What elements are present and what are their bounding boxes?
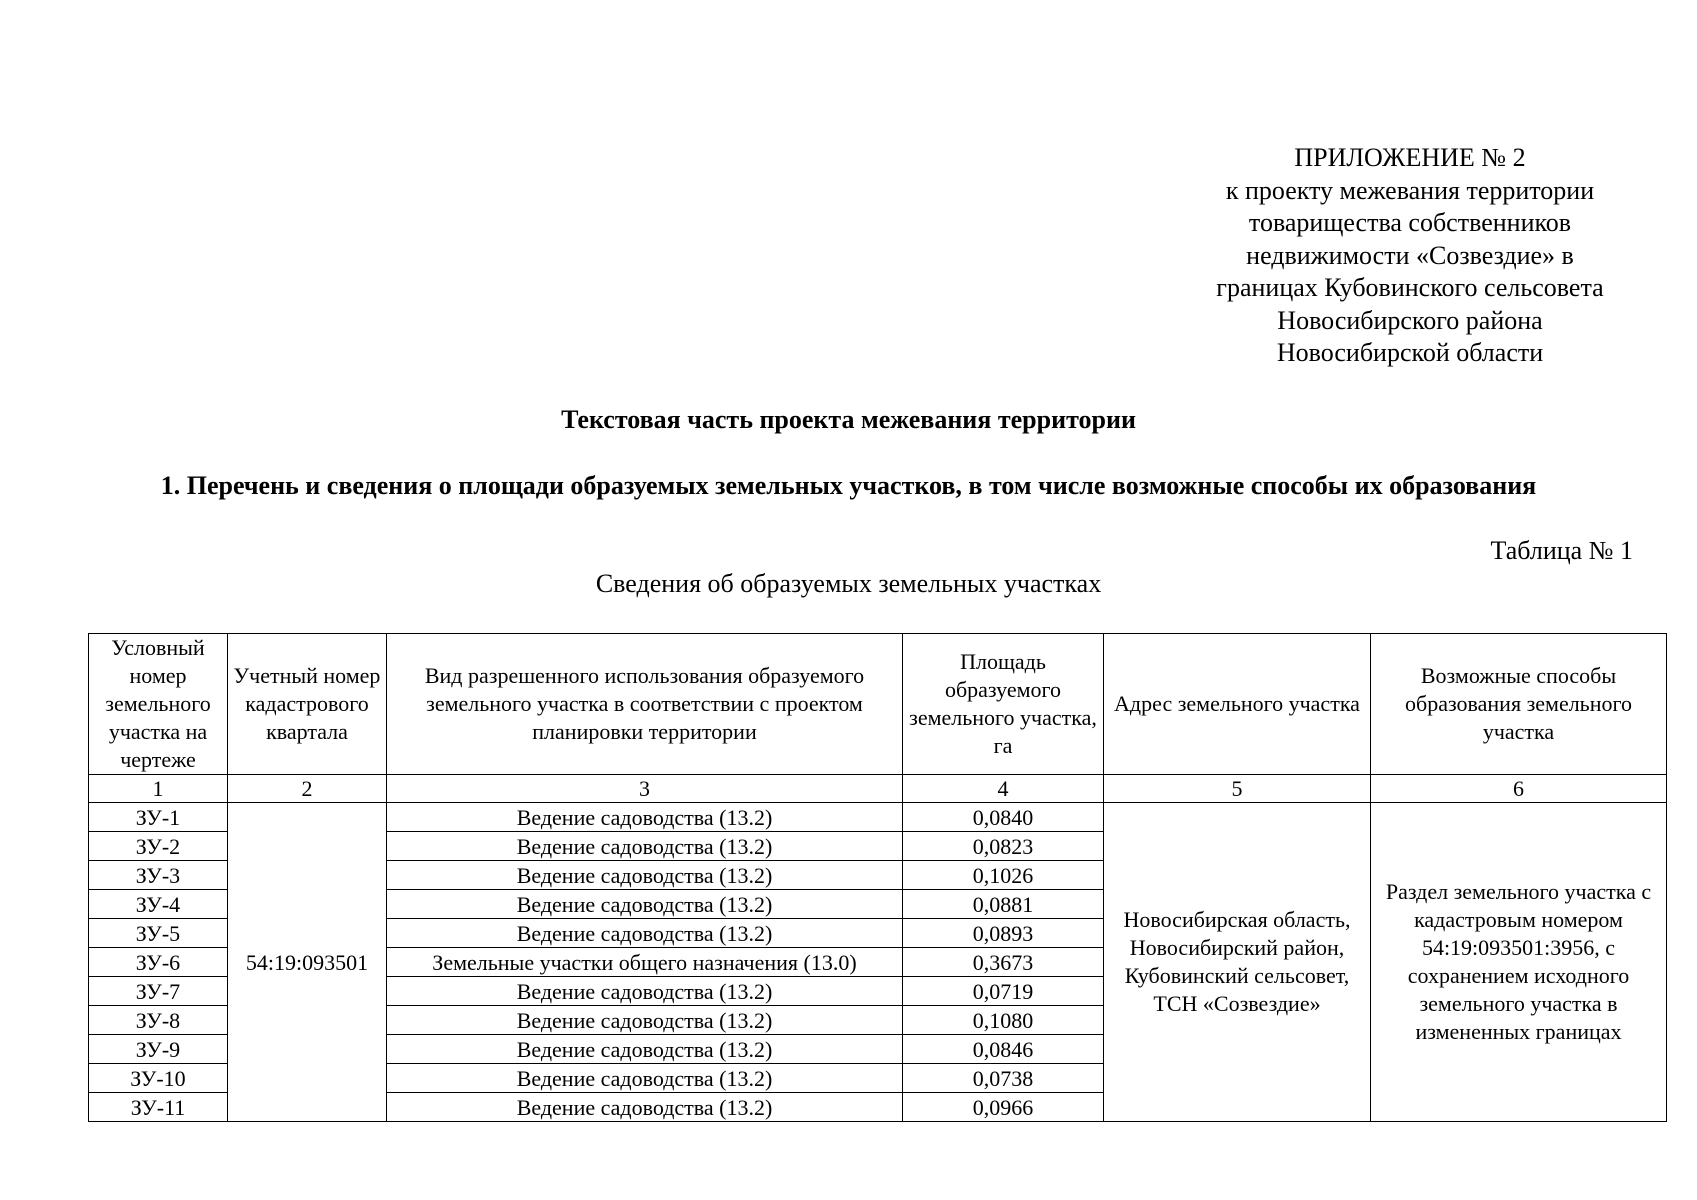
- area-cell: 0,0823: [903, 832, 1104, 861]
- address-cell: Новосибирская область, Новосибирский район, Кубовинский сельсовет, ТСН «Созвездие»: [1104, 803, 1371, 1122]
- header-cell-plot-number: Условный номер земельного участка на чертеже: [89, 634, 228, 775]
- permitted-use-cell: Ведение садоводства (13.2): [387, 977, 903, 1006]
- land-plots-table: [88, 633, 1667, 1122]
- column-number: 5: [1104, 775, 1371, 803]
- plot-number-cell: ЗУ-8: [89, 1006, 228, 1035]
- table-number: Таблица № 1: [1490, 536, 1633, 565]
- table-row: [89, 803, 1667, 832]
- plot-number-cell: ЗУ-9: [89, 1035, 228, 1064]
- area-cell: 0,1080: [903, 1006, 1104, 1035]
- column-number: 3: [387, 775, 903, 803]
- column-number-row: [89, 775, 1667, 803]
- plot-number-cell: ЗУ-4: [89, 890, 228, 919]
- column-number: 6: [1371, 775, 1667, 803]
- appendix-line: Новосибирского района: [1277, 305, 1543, 335]
- permitted-use-cell: Ведение садоводства (13.2): [387, 832, 903, 861]
- appendix-line: Новосибирской области: [1276, 338, 1544, 367]
- area-cell: 0,0966: [903, 1093, 1104, 1122]
- column-number: 4: [903, 775, 1104, 803]
- appendix-line: товарищества собственников: [1248, 208, 1572, 237]
- plot-number-cell: ЗУ-1: [89, 803, 228, 832]
- section-title: 1. Перечень и сведения о площади образуемых земельных участков, в том числе возможные способы их образования: [160, 471, 1537, 500]
- appendix-line: недвижимости «Созвездие» в: [1246, 240, 1574, 270]
- area-cell: 0,0893: [903, 919, 1104, 948]
- permitted-use-cell: Земельные участки общего назначения (13.0): [387, 948, 903, 977]
- permitted-use-cell: Ведение садоводства (13.2): [387, 861, 903, 890]
- document-title: Текстовая часть проекта межевания территории: [561, 405, 1136, 434]
- permitted-use-cell: Ведение садоводства (13.2): [387, 1064, 903, 1093]
- area-cell: 0,1026: [903, 861, 1104, 890]
- plot-number-cell: ЗУ-3: [89, 861, 228, 890]
- header-cell-address: Адрес земельного участка: [1104, 634, 1371, 775]
- area-cell: 0,0840: [903, 803, 1104, 832]
- cadastral-quarter-cell: 54:19:093501: [228, 803, 387, 1122]
- permitted-use-cell: Ведение садоводства (13.2): [387, 890, 903, 919]
- permitted-use-cell: Ведение садоводства (13.2): [387, 1035, 903, 1064]
- plot-number-cell: ЗУ-11: [89, 1093, 228, 1122]
- area-cell: 0,3673: [903, 948, 1104, 977]
- plot-number-cell: ЗУ-10: [89, 1064, 228, 1093]
- column-number: 2: [228, 775, 387, 803]
- appendix-heading: [1180, 142, 1640, 370]
- permitted-use-cell: Ведение садоводства (13.2): [387, 1006, 903, 1035]
- plot-number-cell: ЗУ-5: [89, 919, 228, 948]
- area-cell: 0,0846: [903, 1035, 1104, 1064]
- appendix-line: к проекту межевания территории: [1225, 175, 1595, 205]
- header-cell-formation-method: Возможные способы образования земельного участка: [1371, 634, 1667, 775]
- appendix-line: ПРИЛОЖЕНИЕ № 2: [1294, 143, 1526, 172]
- plot-number-cell: ЗУ-6: [89, 948, 228, 977]
- header-cell-cadastral-quarter: Учетный номер кадастрового квартала: [228, 634, 387, 775]
- permitted-use-cell: Ведение садоводства (13.2): [387, 803, 903, 832]
- area-cell: 0,0719: [903, 977, 1104, 1006]
- area-cell: 0,0881: [903, 890, 1104, 919]
- plot-number-cell: ЗУ-7: [89, 977, 228, 1006]
- formation-method-cell: Раздел земельного участка с кадастровым номером 54:19:093501:3956, с сохранением исходного земельного участка в измененных границах: [1371, 803, 1667, 1122]
- column-number: 1: [89, 775, 228, 803]
- table-caption: Сведения об образуемых земельных участках: [595, 569, 1102, 598]
- table-header-row: [89, 634, 1667, 775]
- header-cell-area: Площадь образуемого земельного участка, га: [903, 634, 1104, 775]
- appendix-line: границах Кубовинского сельсовета: [1216, 273, 1604, 302]
- permitted-use-cell: Ведение садоводства (13.2): [387, 1093, 903, 1122]
- area-cell: 0,0738: [903, 1064, 1104, 1093]
- permitted-use-cell: Ведение садоводства (13.2): [387, 919, 903, 948]
- header-cell-permitted-use: Вид разрешенного использования образуемого земельного участка в соответствии с проектом планировки территории: [387, 634, 903, 775]
- plot-number-cell: ЗУ-2: [89, 832, 228, 861]
